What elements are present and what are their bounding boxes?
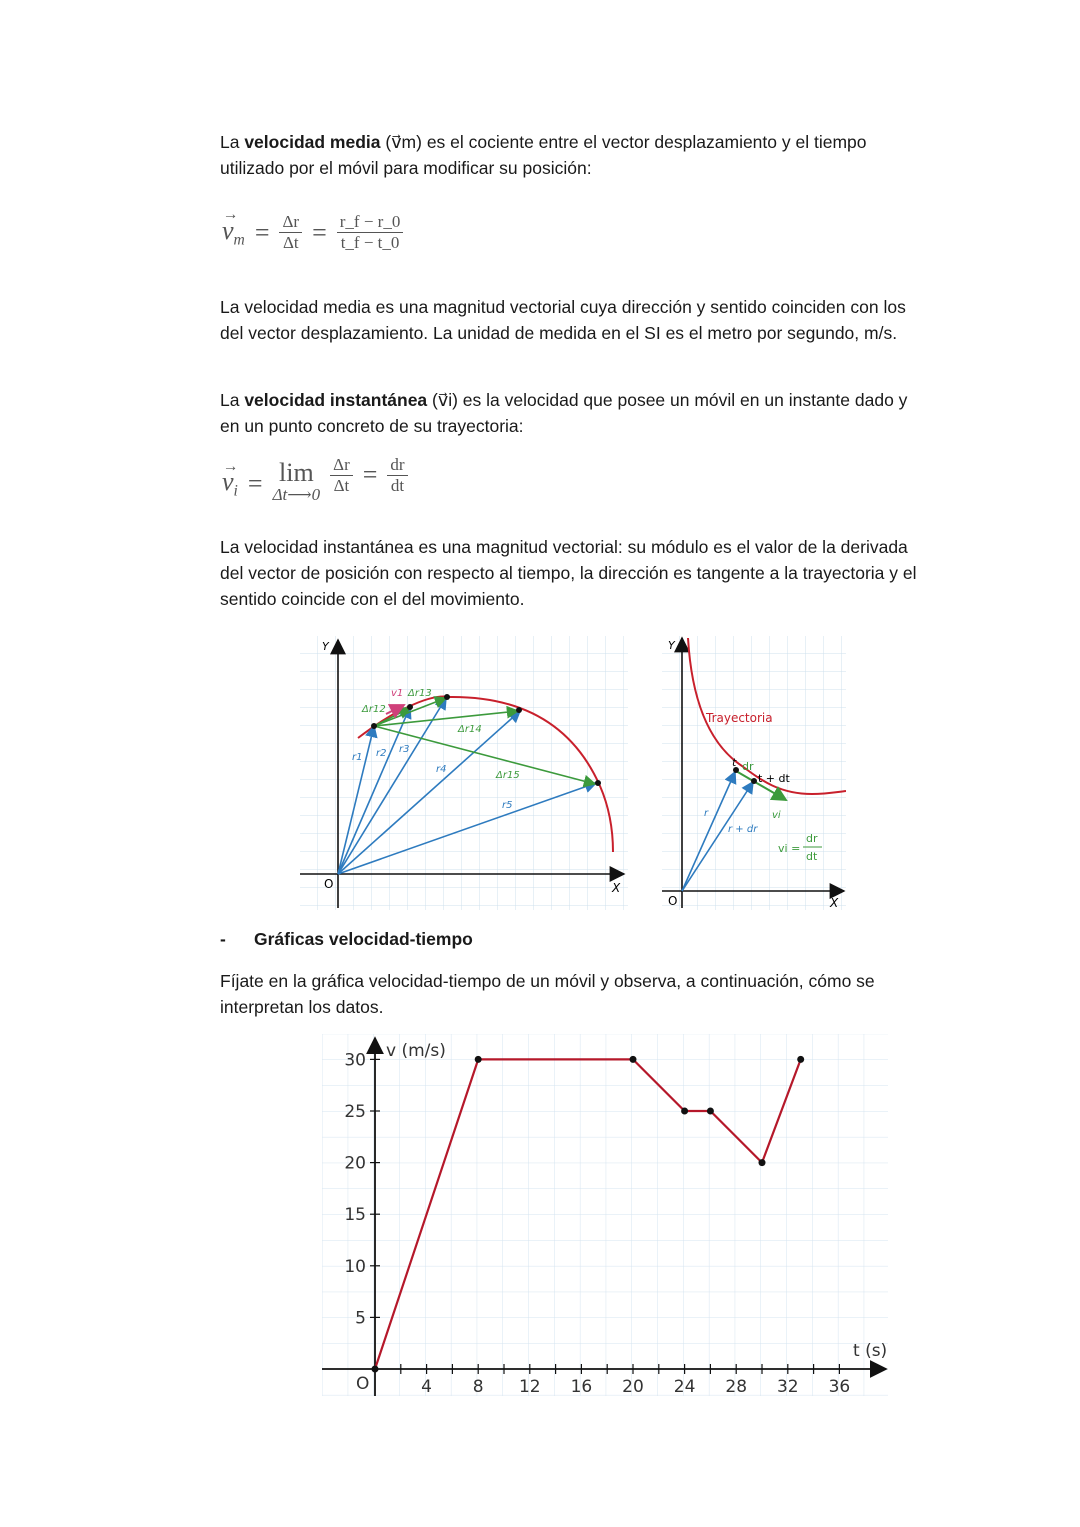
lim-subscript: Δt⟶0 <box>272 485 321 504</box>
text: La <box>220 132 245 152</box>
label-r3: r3 <box>399 744 410 755</box>
diagram-mean-velocity-vectors <box>300 636 628 910</box>
equals: = <box>362 460 378 489</box>
svg-text:8: 8 <box>472 1377 484 1396</box>
label-r-plus-dr: r + dr <box>728 824 758 835</box>
velocity-time-chart <box>322 1034 888 1396</box>
bold-term: velocidad instantánea <box>244 390 428 410</box>
y-axis-label: Y <box>322 640 329 653</box>
data-point <box>475 1056 482 1063</box>
svg-text:32: 32 <box>776 1377 799 1396</box>
label-dr12: Δr12 <box>362 704 386 715</box>
data-point <box>707 1108 714 1115</box>
diagram-instant-velocity <box>662 636 846 910</box>
x-axis-label: X <box>830 896 839 910</box>
data-point <box>372 1366 379 1373</box>
data-point <box>630 1056 637 1063</box>
paragraph-velocidad-media <box>220 129 920 181</box>
paragraph-instantanea-description: La velocidad instantánea es una magnitud vectorial: su módulo es el valor de la derivada del vector de posición con respecto al tiempo, la dirección es tangente a la trayectoria y el sentido coincide con el del movimiento. <box>220 537 917 609</box>
svg-text:15: 15 <box>344 1205 366 1226</box>
fraction <box>279 212 302 253</box>
origin-label: O <box>668 894 678 908</box>
data-point <box>681 1108 688 1115</box>
text: es la velocidad que posee un móvil en un instante dado y en un punto concreto de su trayectoria: <box>220 390 908 436</box>
section-heading <box>220 929 473 950</box>
denominator: dt <box>390 475 405 495</box>
numerator: dr <box>387 455 407 476</box>
vi-equation-lhs: vi = <box>778 842 801 855</box>
fraction <box>387 455 407 496</box>
grid <box>300 636 628 910</box>
subscript: m <box>233 231 245 249</box>
bullet-dash: - <box>220 929 226 949</box>
svg-text:20: 20 <box>344 1153 366 1174</box>
label-dr: dr <box>742 760 754 773</box>
limit <box>272 458 321 506</box>
denominator: Δt <box>333 475 350 495</box>
vi-equation-denominator: dt <box>806 850 818 863</box>
label-r: r <box>704 808 709 819</box>
numerator: Δr <box>330 455 353 476</box>
label-r1: r1 <box>352 752 363 763</box>
heading-text: Gráficas velocidad-tiempo <box>254 929 473 949</box>
label-dr13: Δr13 <box>408 688 432 699</box>
label-v1: v1 <box>391 688 404 699</box>
symbol: (v⃗i) <box>427 390 458 410</box>
paragraph-media-description: La velocidad media es una magnitud vectorial cuya dirección y sentido coinciden con los del vector desplazamiento. La unidad de medida en el SI es el metro por segundo, m/s. <box>220 297 906 343</box>
svg-text:16: 16 <box>570 1377 593 1396</box>
label-t-plus-dt: t + dt <box>758 772 790 785</box>
x-axis-label: X <box>612 881 621 895</box>
svg-text:25: 25 <box>344 1102 366 1122</box>
grid <box>322 1034 888 1396</box>
data-point <box>797 1056 804 1063</box>
numerator: r_f − r_0 <box>337 212 404 233</box>
vi-equation-numerator: dr <box>806 832 818 845</box>
svg-text:30: 30 <box>344 1050 366 1071</box>
svg-text:10: 10 <box>344 1256 366 1277</box>
fraction <box>330 455 353 496</box>
svg-text:12: 12 <box>518 1377 541 1396</box>
lim-text: lim <box>279 458 314 487</box>
trajectory-label: Trayectoria <box>706 711 773 725</box>
svg-text:4: 4 <box>421 1377 433 1396</box>
paragraph-grafica-intro: Fíjate en la gráfica velocidad-tiempo de un móvil y observa, a continuación, cómo se interpretan los datos. <box>220 971 875 1017</box>
svg-text:24: 24 <box>673 1377 696 1396</box>
svg-text:36: 36 <box>828 1377 851 1396</box>
origin-label: O <box>324 877 334 891</box>
label-dr15: Δr15 <box>496 770 520 781</box>
label-r5: r5 <box>502 800 513 811</box>
text: La <box>220 390 245 410</box>
numerator: Δr <box>279 212 302 233</box>
point-t-dt <box>751 778 757 784</box>
denominator: t_f − t_0 <box>340 233 400 252</box>
y-axis-label: Y <box>668 639 675 652</box>
bold-term: velocidad media <box>244 132 381 152</box>
label-dr14: Δr14 <box>458 724 482 735</box>
label-r4: r4 <box>436 764 447 775</box>
formula-instant-velocity <box>222 454 408 506</box>
label-vi: vi <box>772 810 781 821</box>
grid <box>662 636 846 910</box>
origin-label: O <box>356 1374 370 1394</box>
paragraph-velocidad-instantanea <box>220 387 920 439</box>
data-point <box>759 1159 766 1166</box>
text: es el cociente entre el vector desplazamiento y el tiempo utilizado por el móvil para modificar su posición: <box>220 132 867 178</box>
svg-text:28: 28 <box>725 1377 748 1396</box>
denominator: Δt <box>282 233 299 252</box>
label-t: t <box>732 756 737 769</box>
vector-v: → v <box>222 467 234 497</box>
svg-text:20: 20 <box>622 1377 644 1396</box>
y-axis-label: v (m/s) <box>386 1041 446 1061</box>
fraction <box>337 212 404 253</box>
svg-text:5: 5 <box>355 1308 366 1329</box>
symbol: (v⃗m) <box>380 132 422 152</box>
subscript: i <box>233 482 238 500</box>
equals: = <box>312 217 327 247</box>
label-r2: r2 <box>376 748 387 759</box>
formula-mean-velocity <box>222 212 403 253</box>
equals: = <box>254 217 270 247</box>
equals: = <box>247 469 263 498</box>
vector-v: → v <box>222 216 234 246</box>
x-axis-label: t (s) <box>853 1341 888 1361</box>
